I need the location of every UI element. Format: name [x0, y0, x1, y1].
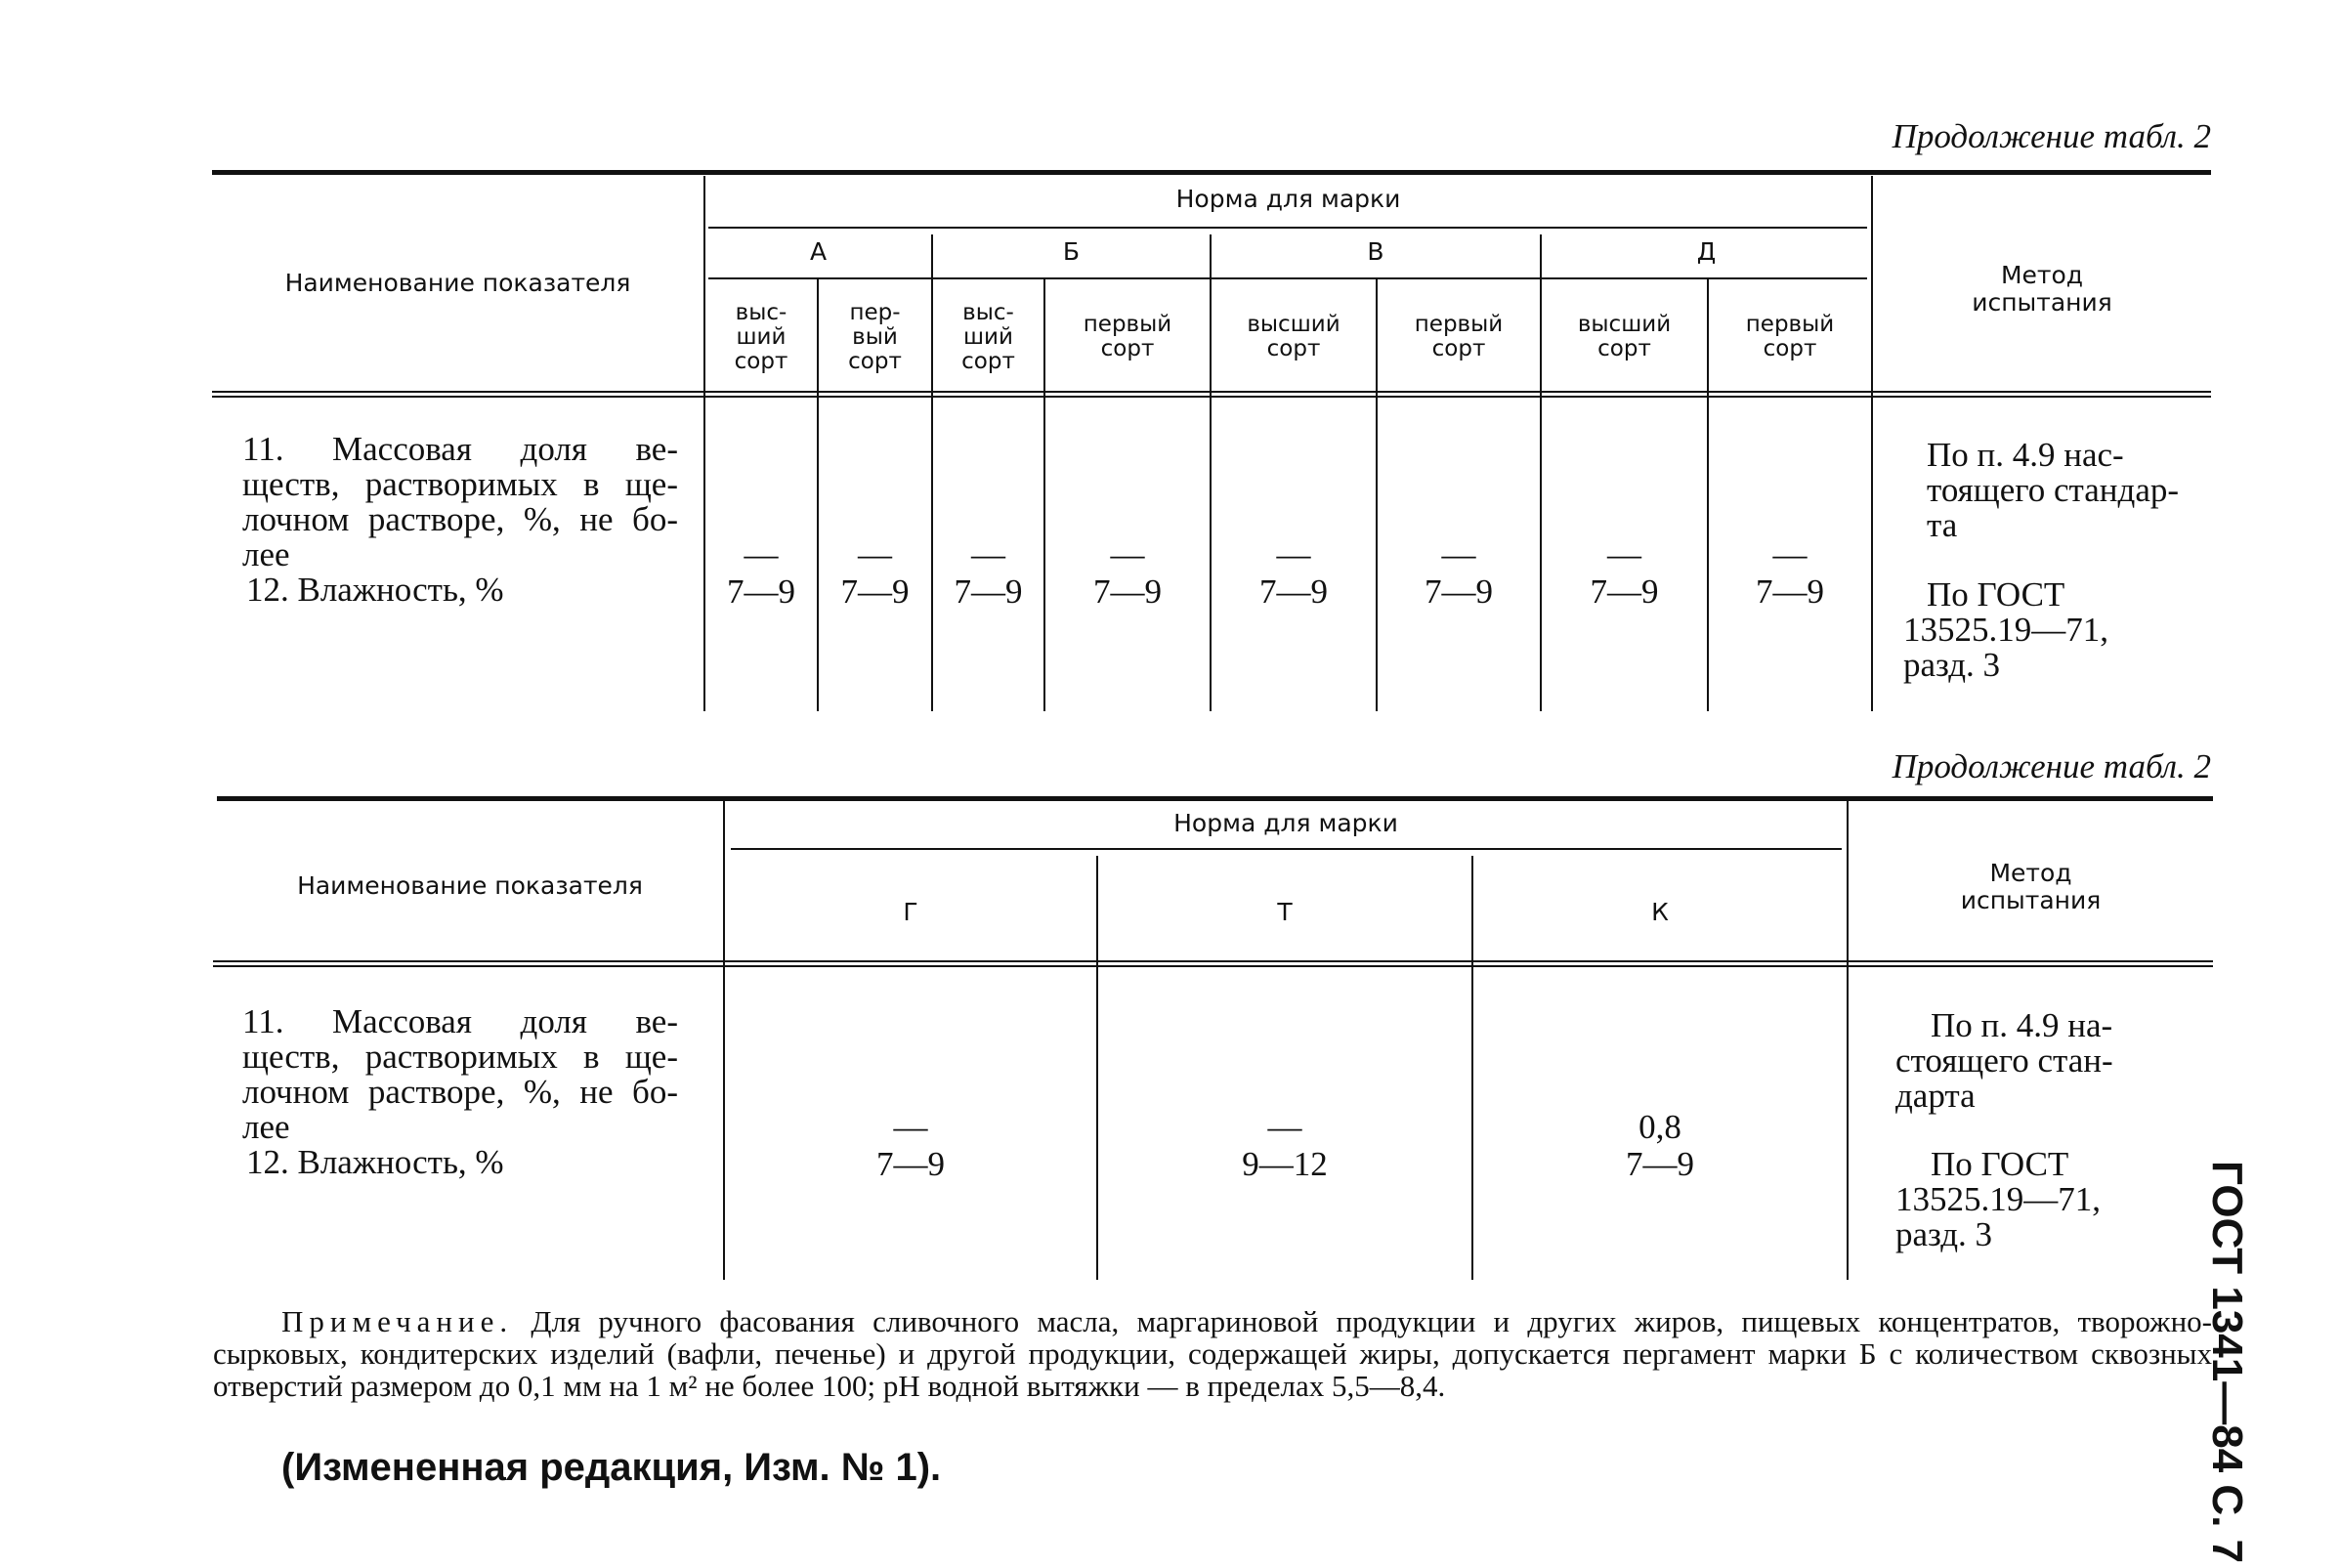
table2-grade-K: К — [1651, 898, 1669, 926]
table2-row12-method — [1895, 1147, 2101, 1252]
method-line: разд. 3 — [1903, 646, 2001, 684]
table2-header-name: Наименование показателя — [297, 871, 643, 900]
table2-row12-value: 7—9 — [876, 1145, 945, 1183]
table1-grade-V: В — [1367, 237, 1384, 266]
table1-row12-method — [1903, 577, 2108, 683]
table1-row11-value: — — [858, 535, 892, 573]
method-line: тоящего стандар- — [1927, 471, 2180, 509]
table1-grade-A: А — [809, 237, 828, 266]
note-label: Примечание. — [281, 1304, 514, 1338]
table1-hline — [708, 227, 1867, 229]
table1-grade-D: Д — [1696, 237, 1717, 266]
table1-header-norm: Норма для марки — [1175, 185, 1401, 213]
table1-row11-value: — — [744, 535, 779, 573]
table1-sort-6: первый сорт — [1414, 312, 1504, 361]
table1-sort-7: высший сорт — [1577, 312, 1672, 361]
table2-row11-name-last: лее — [242, 1108, 290, 1146]
amendment: (Измененная редакция, Изм. № 1). — [281, 1446, 942, 1489]
method-line: По п. 4.9 нас- — [1927, 436, 2124, 474]
table1-row12-value: 7—9 — [954, 572, 1023, 611]
method-line: дарта — [1895, 1077, 1976, 1115]
table2-row11-value: 0,8 — [1638, 1108, 1681, 1146]
table2-hline — [731, 848, 1842, 850]
table1-row12-value: 7—9 — [1093, 572, 1162, 611]
table2-row11-name — [242, 1004, 678, 1110]
table1-row11-value: — — [1110, 535, 1145, 573]
note — [213, 1305, 2212, 1402]
table1-header-name: Наименование показателя — [284, 269, 631, 297]
table2-grade-T: Т — [1277, 898, 1293, 926]
table1-row12-name: 12. Влажность, % — [246, 571, 504, 609]
table1-vline — [1540, 234, 1542, 711]
method-line: стоящего стан- — [1895, 1041, 2113, 1080]
table1-sort-4: первый сорт — [1083, 312, 1172, 361]
table1-grade-B: Б — [1062, 237, 1081, 266]
table1-header-method: Метод испытания — [1972, 261, 2112, 317]
table2-row11-value: — — [893, 1108, 928, 1146]
table1-row12-value: 7—9 — [1590, 572, 1659, 611]
table1-row11-value: — — [1276, 535, 1311, 573]
table1-row12-value: 7—9 — [1259, 572, 1328, 611]
table1-row11-value: — — [1772, 535, 1808, 573]
table2-row12-value: 7—9 — [1626, 1145, 1694, 1183]
table1-sort-3: выс- ший сорт — [961, 300, 1015, 374]
row-name-line: ществ, растворимых в ще- — [242, 465, 678, 503]
table1-row11-value: — — [1441, 535, 1476, 573]
table2-row11-method — [1895, 1008, 2113, 1114]
table1-row11-value: — — [1607, 535, 1641, 573]
table1-row11-value: — — [971, 535, 1005, 573]
method-line: По ГОСТ — [1927, 575, 2065, 614]
table1-hline — [708, 277, 1867, 279]
row-name-line: 11. Массовая доля ве- — [242, 430, 678, 468]
table1-row12-value: 7—9 — [1756, 572, 1824, 611]
method-line: 13525.19—71, — [1903, 611, 2108, 649]
table1-vline — [1210, 234, 1212, 711]
table1-sort-5: высший сорт — [1247, 312, 1340, 361]
table1-sort-8: первый сорт — [1745, 312, 1835, 361]
table1-row11-name — [242, 432, 678, 537]
table1-row12-value: 7—9 — [727, 572, 795, 611]
table1-caption: Продолжение табл. 2 — [1892, 117, 2211, 155]
table2-caption: Продолжение табл. 2 — [1892, 747, 2211, 785]
table1-row11-name-last: лее — [242, 535, 290, 573]
table1-top-rule — [212, 170, 2211, 175]
row-name-line: лочном растворе, %, не бо- — [242, 1073, 678, 1111]
table1-row12-value: 7—9 — [1425, 572, 1493, 611]
table2-grade-G: Г — [903, 898, 918, 926]
method-line: По п. 4.9 на- — [1931, 1006, 2113, 1044]
table1-vline — [1871, 176, 1873, 711]
method-line: та — [1927, 506, 1958, 544]
table1-row11-method — [1927, 438, 2179, 543]
table2-top-rule — [217, 796, 2213, 801]
table2-row12-name: 12. Влажность, % — [246, 1143, 504, 1181]
page-side-label: ГОСТ 1341—84 С. 7 — [2203, 1161, 2251, 1564]
table2-header-method: Метод испытания — [1960, 859, 2102, 914]
table2-row11-value: — — [1267, 1108, 1302, 1146]
table2-header-double-rule — [213, 960, 2213, 967]
method-line: 13525.19—71, — [1895, 1180, 2101, 1218]
method-line: разд. 3 — [1895, 1215, 1993, 1253]
table1-row12-value: 7—9 — [840, 572, 910, 611]
row-name-line: лочном растворе, %, не бо- — [242, 500, 678, 538]
table1-header-double-rule — [212, 391, 2211, 398]
row-name-line: ществ, растворимых в ще- — [242, 1038, 678, 1076]
method-line: По ГОСТ — [1931, 1145, 2069, 1183]
table2-header-norm: Норма для марки — [1173, 809, 1398, 837]
table2-vline — [723, 801, 725, 1280]
table1-sort-1: выс- ший сорт — [734, 300, 788, 374]
note-text: Для ручного фасования сливочного масла, маргариновой продукции и других жиров, пищевых концентратов, творожно-сырковых, кондитерских изделий (вафли, печенье) и другой продукции, содержащей жиры, допускается пергамент марки Б с количеством сквозных отверстий размером до 0,1 мм на 1 м² не более 100; рН водной вытяжки — в пределах 5,5—8,4. — [213, 1304, 2213, 1403]
table2-row12-value: 9—12 — [1242, 1145, 1328, 1183]
row-name-line: 11. Массовая доля ве- — [242, 1002, 678, 1040]
table1-sort-2: пер- вый сорт — [848, 300, 902, 374]
